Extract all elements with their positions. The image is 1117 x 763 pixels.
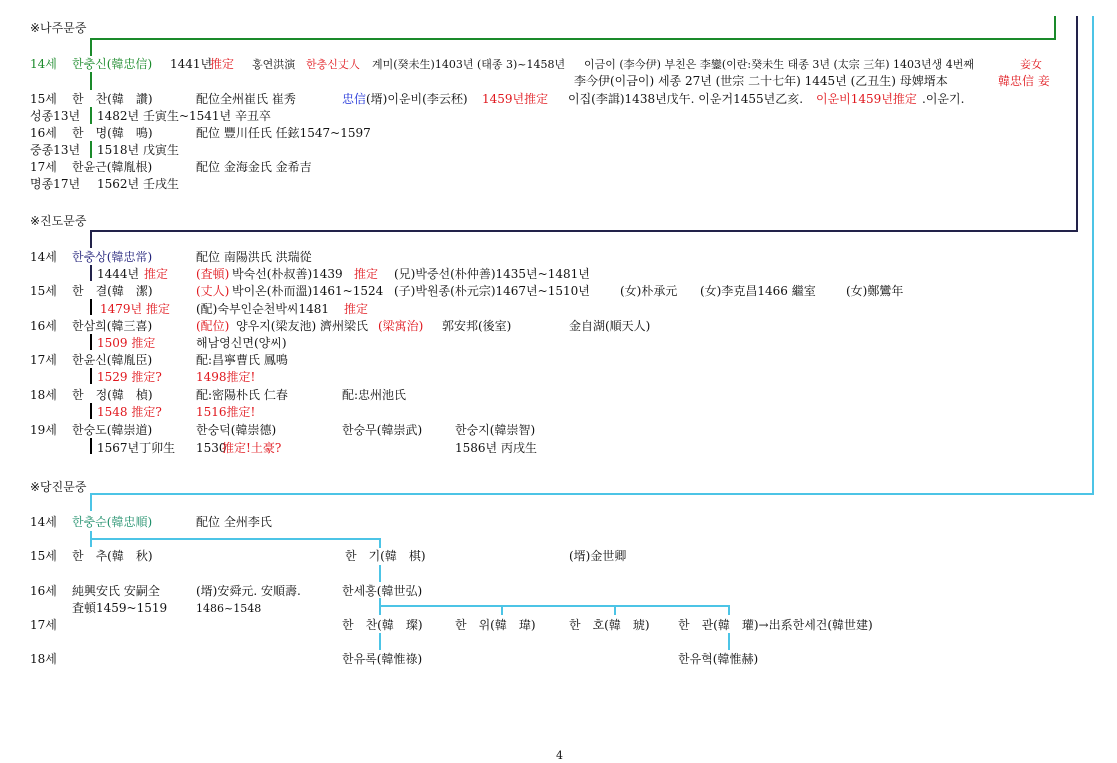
naju-15-lee-family-note: 이운비1459년推定 [816, 92, 917, 106]
jindo-15-daughter-2: (女)李克昌1466 繼室 [700, 284, 816, 298]
naju-name-16: 한 명(韓 鳴) [72, 126, 153, 140]
jindo-16-second-wife: 郭安邦(後室) [442, 319, 512, 333]
jindo-19-brother-2: 한숭무(韓崇武) [342, 423, 423, 437]
jindo-14-year: 1444년 [97, 267, 140, 281]
jindo-16-other: 金自湖(順天人) [569, 319, 651, 333]
naju-era-15: 성종13년 [30, 109, 81, 123]
dangjin-17-c: 한 호(韓 琥) [569, 618, 650, 632]
naju-left-drop [90, 38, 92, 56]
jindo-15-daughter-3: (女)鄭鸞年 [846, 284, 904, 298]
naju-17-spouse: 配位 金海金氏 金希吉 [196, 160, 312, 174]
naju-tick-15 [90, 107, 92, 124]
jindo-19-brother-3-year: 1586년 丙戌生 [455, 441, 537, 455]
dangjin-16-a-note: 査頓1459~1519 [72, 601, 168, 615]
naju-gen-14: 14세 [30, 57, 57, 71]
jindo-18-spouse: 配:密陽朴氏 仁春 [196, 388, 288, 402]
dangjin-gen-15: 15세 [30, 549, 57, 563]
jindo-19-year: 1567년丁卯生 [97, 441, 176, 455]
dangjin-gen18-drop-b [728, 633, 730, 650]
jindo-14-inlaw-tag: (査頓) [196, 267, 230, 281]
dangjin-gen15-left [90, 531, 92, 547]
jindo-18-alt-year: 1516推定! [196, 405, 256, 419]
naju-14-year-note: 推定 [210, 57, 235, 71]
page-number: 4 [556, 749, 563, 762]
dangjin-name-14: 한충순(韓忠順) [72, 515, 153, 529]
jindo-16-year-note: 1509 推定 [97, 336, 156, 350]
naju-14-inlaw-note: 한충신丈人 [306, 58, 360, 71]
jindo-15-father-in-law: 박이온(朴而溫)1461~1524 [232, 284, 384, 298]
jindo-16-spouse-tag: (配位) [196, 319, 230, 333]
jindo-top-line [90, 230, 1078, 232]
dangjin-gen17-bar [379, 605, 730, 607]
jindo-tick-18 [90, 403, 92, 419]
dangjin-18-a: 한유록(韓惟祿) [342, 652, 423, 666]
jindo-18-year-note: 1548 推定? [97, 405, 162, 419]
jindo-15-daughter-1: (女)朴承元 [620, 284, 678, 298]
jindo-name-18: 한 정(韓 楨) [72, 388, 153, 402]
naju-tick-16 [90, 141, 92, 158]
jindo-15-year-note: 1479년 推定 [100, 302, 170, 316]
dangjin-gen-17: 17세 [30, 618, 57, 632]
dangjin-header: ※당진문중 [30, 480, 87, 494]
naju-gen-16: 16세 [30, 126, 57, 140]
naju-16-spouse: 配位 豐川任氏 任鉉1547~1597 [196, 126, 371, 140]
jindo-14-brother: (兄)박중선(朴仲善)1435년~1481년 [394, 267, 590, 281]
naju-right-drop [1054, 16, 1056, 40]
naju-era-17: 명종17년 [30, 177, 81, 191]
dangjin-14-spouse: 配位 全州李氏 [196, 515, 272, 529]
jindo-15-father-in-law-tag: (丈人) [196, 284, 230, 298]
naju-top-line [90, 38, 1056, 40]
jindo-gen-14: 14세 [30, 250, 57, 264]
naju-name-17: 한윤근(韓胤根) [72, 160, 153, 174]
naju-14-concubine: 이금이 (李今伊) 부친은 李鑾(이란:癸未生 태종 3년 (太宗 三年) 1403년생 4번째 [584, 58, 975, 71]
dangjin-gen16-drop [379, 565, 381, 582]
jindo-name-15: 한 결(韓 潔) [72, 284, 153, 298]
jindo-name-19: 한숭도(韓崇道) [72, 423, 153, 437]
dangjin-gen17-tick-4 [728, 605, 730, 615]
jindo-15-spouse-note: 推定 [344, 302, 369, 316]
naju-year-15: 1482년 壬寅生~1541년 辛丑卒 [97, 109, 271, 123]
jindo-tick-17 [90, 368, 92, 384]
dangjin-18-b: 한유혁(韓惟赫) [678, 652, 759, 666]
dangjin-17-d: 한 관(韓 瓘)→出系한세건(韓世建) [678, 618, 873, 632]
jindo-16-place: 해남영신면(양씨) [196, 336, 287, 350]
jindo-left-drop [90, 230, 92, 248]
naju-15-spouse: 配位全州崔氏 崔秀 [196, 92, 296, 106]
naju-name-15: 한 찬(韓 讚) [72, 92, 153, 106]
dangjin-left-drop [90, 493, 92, 511]
naju-gen-17: 17세 [30, 160, 57, 174]
jindo-name-14: 한충상(韓忠常) [72, 250, 153, 264]
jindo-14-year-note: 推定 [144, 267, 169, 281]
dangjin-gen17-stem [379, 598, 381, 615]
jindo-16-spouse: 양우지(梁友池) 濟州梁氏 [236, 319, 368, 333]
dangjin-17-a: 한 찬(韓 璨) [342, 618, 423, 632]
jindo-19-brother-1-year: 1530 [196, 441, 227, 455]
dangjin-16-b: (壻)安舜元. 安順壽. [196, 584, 301, 598]
jindo-tick-14 [90, 265, 92, 281]
naju-15-lee-family: 이집(李諿)1438년戊午. 이운거1455년乙亥. [568, 92, 804, 106]
jindo-19-brother-1: 한숭덕(韓崇德) [196, 423, 277, 437]
jindo-right-line [1076, 16, 1078, 231]
jindo-19-brother-1-note: 推定!土豪? [222, 441, 282, 455]
naju-era-16: 중종13년 [30, 143, 81, 157]
naju-name-14: 한충신(韓忠信) [72, 57, 153, 71]
jindo-name-16: 한삼희(韓三喜) [72, 319, 153, 333]
naju-14-birth: 계미(癸未生)1403년 (태종 3)~1458년 [372, 58, 566, 71]
jindo-14-inlaw-note: 推定 [354, 267, 379, 281]
dangjin-15-b: 한 기(韓 棋) [345, 549, 426, 563]
naju-14-line2: 李今伊(이금이) 세종 27년 (世宗 二十七年) 1445년 (乙丑生) 母婢壻本 [574, 74, 948, 88]
jindo-name-17: 한윤신(韓胤臣) [72, 353, 153, 367]
dangjin-gen15-bar [90, 538, 381, 540]
jindo-gen-19: 19세 [30, 423, 57, 437]
dangjin-16-c: 한세홍(韓世弘) [342, 584, 423, 598]
naju-15-lee-family-end: .이운기. [922, 92, 965, 106]
jindo-tick-15 [90, 299, 92, 315]
jindo-gen-15: 15세 [30, 284, 57, 298]
dangjin-gen17-tick-2 [501, 605, 503, 615]
jindo-15-spouse: (配)숙부인순천박씨1481 [196, 302, 330, 316]
dangjin-16-b-note: 1486~1548 [196, 602, 262, 615]
dangjin-gen17-tick-3 [614, 605, 616, 615]
naju-gen-15: 15세 [30, 92, 57, 106]
dangjin-gen15-right [379, 538, 381, 548]
naju-14-line2-note: 韓忠信 妾 [998, 74, 1050, 88]
jindo-19-brother-3: 한숭지(韓崇智) [455, 423, 536, 437]
naju-year-17: 1562년 壬戌生 [97, 177, 179, 191]
jindo-17-alt-year: 1498推定! [196, 370, 256, 384]
naju-15-ref: 忠信 [342, 92, 367, 106]
dangjin-17-b: 한 위(韓 瑋) [455, 618, 536, 632]
jindo-header: ※진도문중 [30, 214, 87, 228]
jindo-14-inlaw: 박숙선(朴叔善)1439 [232, 267, 343, 281]
dangjin-gen18-drop-a [379, 633, 381, 650]
dangjin-gen-16: 16세 [30, 584, 57, 598]
jindo-18-spouse-2: 配:忠州池氏 [342, 388, 407, 402]
jindo-17-year-note: 1529 推定? [97, 370, 162, 384]
jindo-tick-16 [90, 334, 92, 350]
naju-15-son-in-law-note: 1459년推定 [482, 92, 549, 106]
dangjin-gen-18: 18세 [30, 652, 57, 666]
jindo-gen-18: 18세 [30, 388, 57, 402]
naju-tick-14 [90, 72, 92, 90]
jindo-tick-19 [90, 438, 92, 454]
dangjin-16-a: 純興安氏 安嗣全 [72, 584, 160, 598]
dangjin-15-a: 한 추(韓 秋) [72, 549, 153, 563]
dangjin-gen-14: 14세 [30, 515, 57, 529]
naju-header: ※나주문중 [30, 21, 87, 35]
dangjin-top-line [90, 493, 1094, 495]
jindo-14-spouse: 配位 南陽洪氏 洪瑞從 [196, 250, 312, 264]
jindo-15-son: (子)박원종(朴元宗)1467년~1510년 [394, 284, 590, 298]
jindo-16-spouse-note: (梁寓治) [378, 319, 424, 333]
naju-year-16: 1518년 戊寅生 [97, 143, 179, 157]
dangjin-right-line [1092, 16, 1094, 495]
naju-14-year: 1441년 [170, 57, 213, 71]
naju-14-inlaw: 홍연洪演 [252, 58, 296, 71]
naju-15-son-in-law: (壻)이운비(李云秠) [366, 92, 468, 106]
jindo-gen-16: 16세 [30, 319, 57, 333]
jindo-gen-17: 17세 [30, 353, 57, 367]
dangjin-15-c: (壻)金世卿 [569, 549, 627, 563]
naju-14-concubine-note: 妾女 [1020, 58, 1042, 71]
jindo-17-spouse: 配:昌寧曹氏 鳳鳴 [196, 353, 288, 367]
